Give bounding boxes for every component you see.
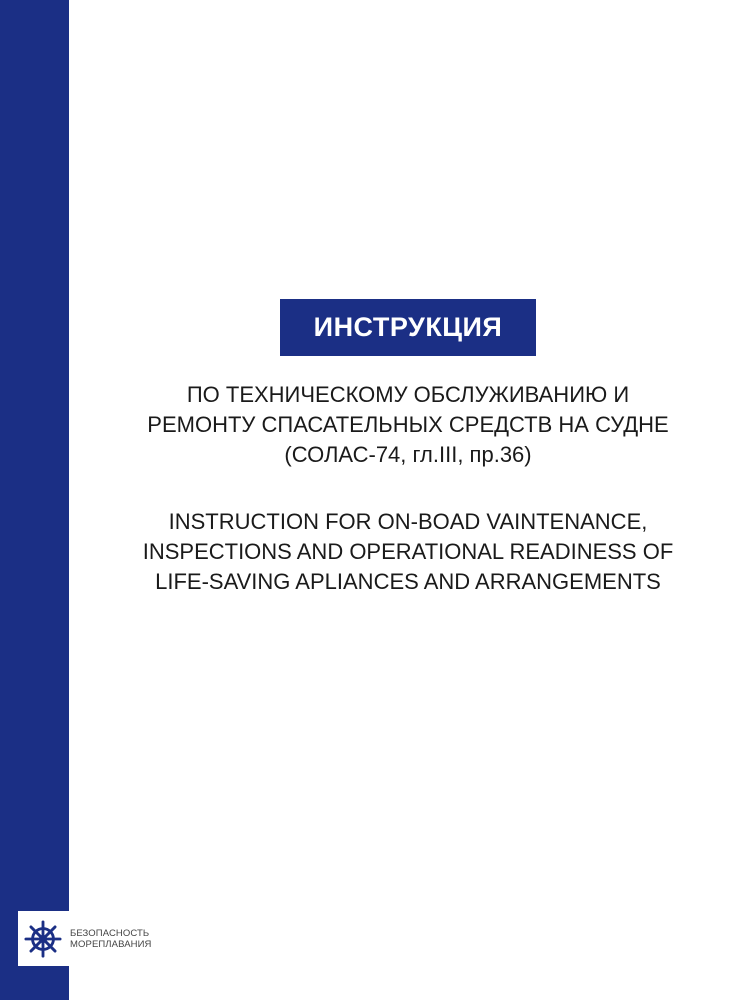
logo-text-line-2: МОРЕПЛАВАНИЯ: [70, 938, 152, 950]
subtitle-en-line-2: INSPECTIONS AND OPERATIONAL READINESS OF: [142, 539, 674, 564]
logo-text-line-1: БЕЗОПАСНОСТЬ: [70, 927, 150, 939]
publisher-logo: [18, 911, 178, 966]
title-banner: [280, 299, 536, 356]
logo-wordmark: [70, 928, 151, 950]
subtitle-ru-line-1: ПО ТЕХНИЧЕСКОМУ ОБСЛУЖИВАНИЮ И: [186, 382, 630, 407]
subtitle-ru-line-3: (СОЛАС-74, гл.III, пр.36): [284, 442, 532, 467]
subtitle-ru-line-2: РЕМОНТУ СПАСАТЕЛЬНЫХ СРЕДСТВ НА СУДНЕ: [147, 412, 669, 437]
subtitle-en-line-3: LIFE-SAVING APLIANCES AND ARRANGEMENTS: [155, 569, 661, 594]
subtitle-english: [100, 507, 716, 597]
subtitle-russian: [100, 380, 716, 470]
side-color-band: [0, 0, 69, 1000]
document-title: ИНСТРУКЦИЯ: [313, 312, 503, 342]
ship-wheel-icon: [24, 920, 62, 958]
subtitle-en-line-1: INSTRUCTION FOR ON-BOAD VAINTENANCE,: [168, 509, 648, 534]
